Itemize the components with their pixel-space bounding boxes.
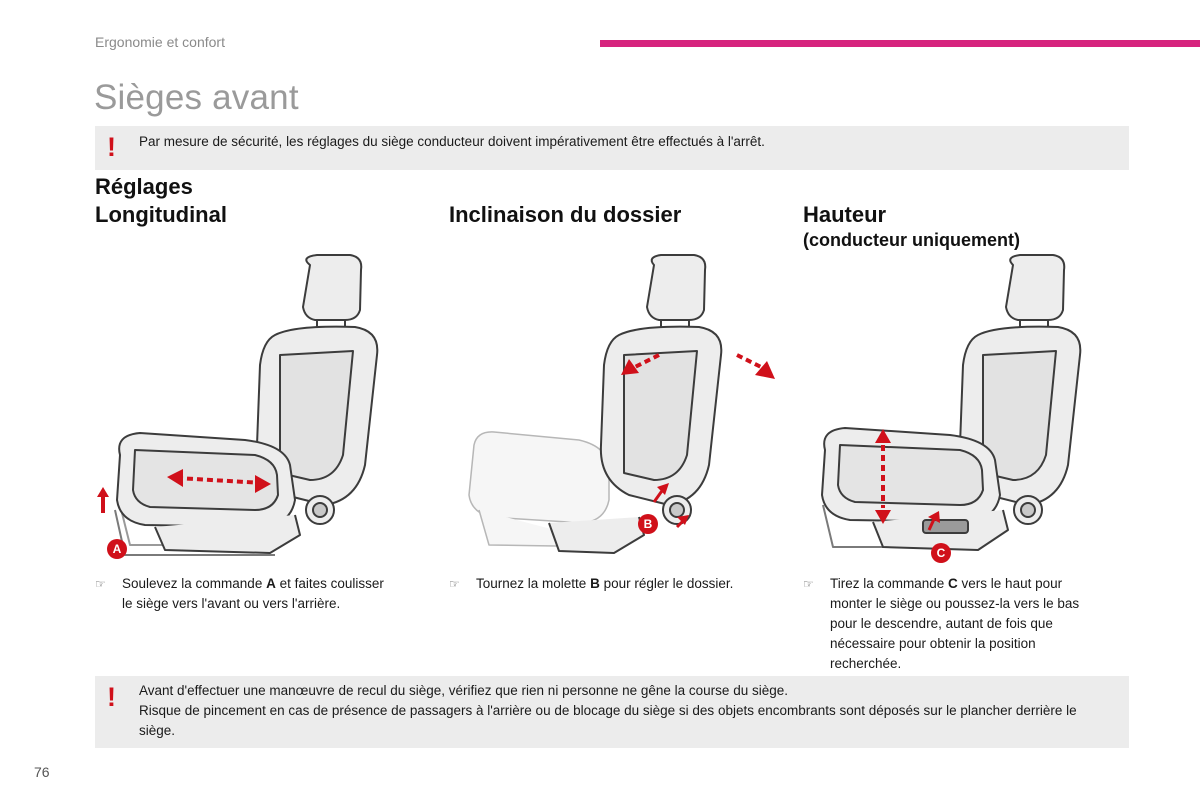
seat-longitudinal-illustration (95, 255, 425, 570)
instruction-inclinaison: ☞ Tournez la molette B pour régler le dossier. (449, 574, 789, 596)
exclamation-icon: ! (107, 132, 116, 162)
safety-warning-box (95, 126, 1129, 170)
instruction-hauteur: ☞ Tirez la commande C vers le haut pour monter le siège ou poussez-la vers le bas pour le descendre, autant de fois que nécessaire pour obtenir la position recherchée. (803, 576, 1080, 671)
pointing-hand-icon: ☞ (449, 577, 460, 591)
exclamation-icon: ! (107, 682, 116, 712)
pointing-hand-icon: ☞ (95, 577, 106, 591)
seat-inclinaison-illustration (449, 255, 779, 570)
hauteur-heading: Hauteur (803, 202, 887, 227)
inclinaison-heading: Inclinaison du dossier (449, 202, 682, 227)
seat-hauteur-illustration (803, 255, 1133, 570)
section-label: Ergonomie et confort (95, 34, 225, 50)
hauteur-subheading: (conducteur uniquement) (803, 230, 1020, 250)
longitudinal-heading: Longitudinal (95, 202, 227, 227)
control-b-label: B (643, 517, 653, 531)
instruction-longitudinal: ☞ Soulevez la commande A et faites coulisser le siège vers l'avant ou vers l'arrière. (95, 576, 384, 611)
recul-warning-box (95, 676, 1129, 748)
safety-warning-text: Par mesure de sécurité, les réglages du siège conducteur doivent impérativement être effectués à l'arrêt. (139, 134, 765, 149)
control-a-label: A (112, 542, 122, 556)
recul-warning-line1: Avant d'effectuer une manœuvre de recul du siège, vérifiez que rien ni personne ne gêne la course du siège. (139, 683, 788, 698)
section-accent-bar (600, 40, 1200, 47)
page-title: Sièges avant (94, 78, 299, 117)
page-number: 76 (34, 764, 50, 780)
control-c-label: C (936, 546, 946, 560)
reglages-heading: Réglages (95, 174, 193, 199)
pointing-hand-icon: ☞ (803, 577, 814, 591)
recul-warning-line2: Risque de pincement en cas de présence de passagers à l'arrière ou de blocage du siège si des objets encombrants sont déposés sur le plancher derrière le siège. (139, 703, 1077, 738)
